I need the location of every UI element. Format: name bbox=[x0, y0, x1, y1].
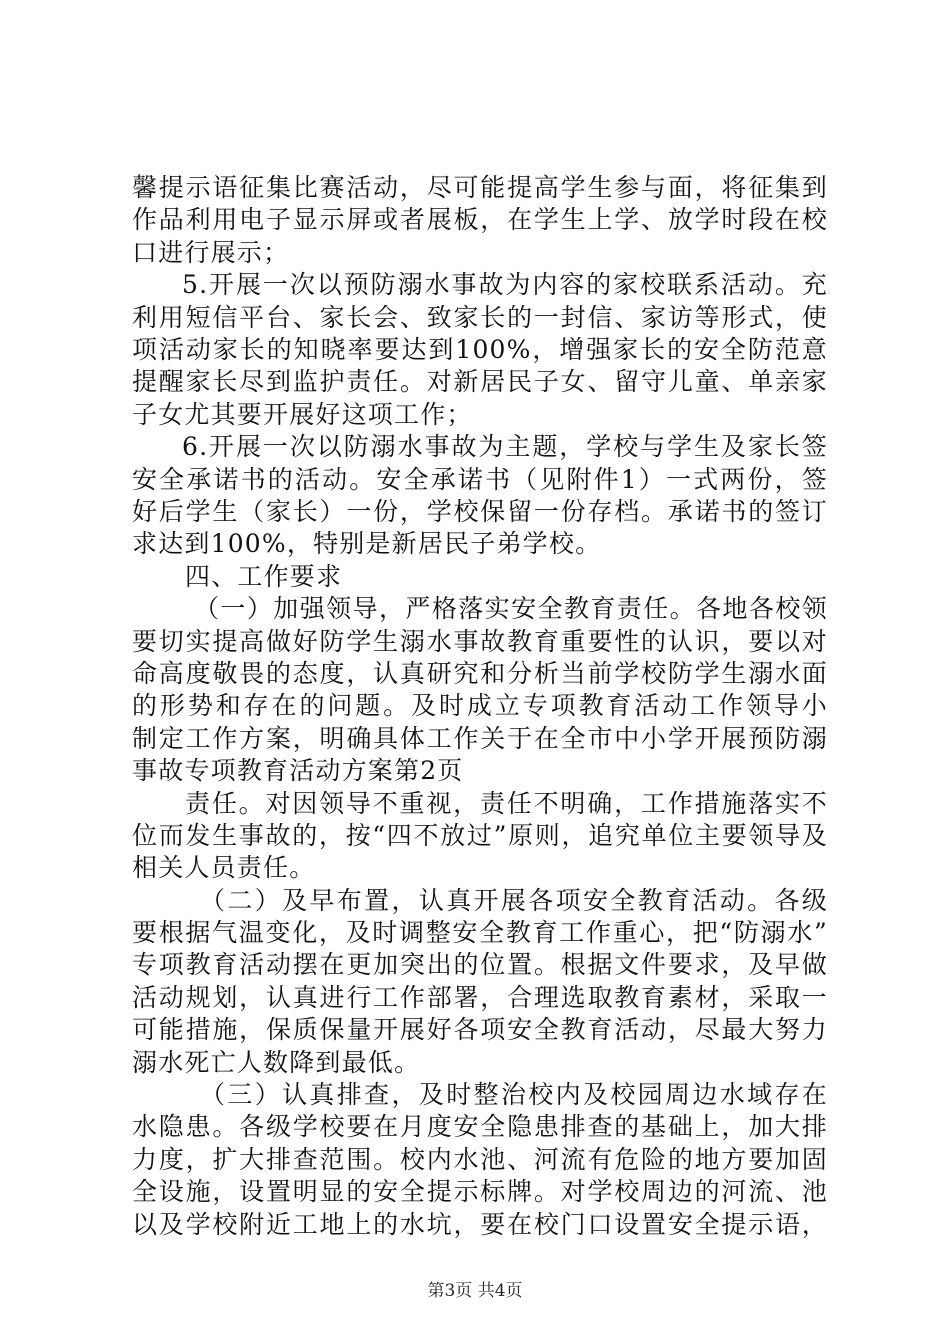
text-line: 相关人员责任。 bbox=[132, 853, 316, 883]
text-line: 提醒家长尽到监护责任。对新居民子女、留守儿童、单亲家 bbox=[132, 367, 828, 397]
text-line: 子女尤其要开展好这项工作； bbox=[132, 399, 473, 429]
text-line: 溺水死亡人数降到最低。 bbox=[132, 1047, 421, 1077]
text-line: 的形势和存在的问题。及时成立专项教育活动工作领导小 bbox=[132, 691, 828, 721]
text-line: 力度，扩大排查范围。校内水池、河流有危险的地方要加固 bbox=[132, 1144, 828, 1174]
text-line: 要切实提高做好防学生溺水事故教育重要性的认识，要以对 bbox=[132, 626, 828, 656]
text-line: 专项教育活动摆在更加突出的位置。根据文件要求，及早做 bbox=[132, 950, 828, 980]
text-line: 6.开展一次以防溺水事故为主题，学校与学生及家长签 bbox=[182, 432, 828, 462]
text-line: 5.开展一次以预防溺水事故为内容的家校联系活动。充 bbox=[182, 270, 828, 300]
text-line: 活动规划，认真进行工作部署，合理选取教育素材，采取一 bbox=[132, 982, 828, 1012]
text-line: 利用短信平台、家长会、致家长的一封信、家访等形式，使 bbox=[132, 302, 828, 332]
text-line: 以及学校附近工地上的水坑，要在校门口设置安全提示语， bbox=[132, 1209, 828, 1239]
text-line: 口进行展示； bbox=[132, 237, 290, 267]
document-body bbox=[132, 172, 828, 1241]
text-line: 好后学生（家长）一份，学校保留一份存档。承诺书的签订 bbox=[132, 496, 828, 526]
text-line: 求达到100%，特别是新居民子弟学校。 bbox=[132, 529, 602, 559]
text-line: 安全承诺书的活动。安全承诺书（见附件1）一式两份，签 bbox=[132, 464, 828, 494]
page-number-footer: 第3页 共4页 bbox=[427, 1281, 523, 1301]
text-line: 馨提示语征集比赛活动，尽可能提高学生参与面，将征集到 bbox=[132, 173, 828, 202]
text-line: 全设施，设置明显的安全提示标牌。对学校周边的河流、池 bbox=[132, 1177, 828, 1207]
text-line: （一）加强领导，严格落实安全教育责任。各地各校领 bbox=[194, 594, 828, 624]
text-line: 水隐患。各级学校要在月度安全隐患排查的基础上，加大排 bbox=[132, 1112, 828, 1142]
text-line: 位而发生事故的，按“四不放过”原则，追究单位主要领导及 bbox=[132, 820, 828, 850]
text-line: 项活动家长的知晓率要达到100%，增强家长的安全防范意 bbox=[132, 334, 828, 364]
text-line: 命高度敬畏的态度，认真研究和分析当前学校防学生溺水面 bbox=[132, 658, 828, 688]
text-line: （三）认真排查，及时整治校内及校园周边水域存在 bbox=[200, 1080, 828, 1110]
text-line: 可能措施，保质保量开展好各项安全教育活动，尽最大努力 bbox=[132, 1015, 828, 1045]
text-line: 要根据气温变化，及时调整安全教育工作重心，把“防溺水” bbox=[132, 918, 828, 948]
text-line: 作品利用电子显示屏或者展板，在学生上学、放学时段在校 bbox=[132, 205, 828, 235]
section-heading: 四、工作要求 bbox=[185, 561, 343, 591]
text-line: 制定工作方案，明确具体工作关于在全市中小学开展预防溺 bbox=[132, 723, 828, 753]
text-line: 事故专项教育活动方案第2页 bbox=[132, 756, 464, 786]
text-line: 责任。对因领导不重视，责任不明确，工作措施落实不 bbox=[185, 788, 828, 818]
text-line: （二）及早布置，认真开展各项安全教育活动。各级 bbox=[200, 885, 828, 915]
